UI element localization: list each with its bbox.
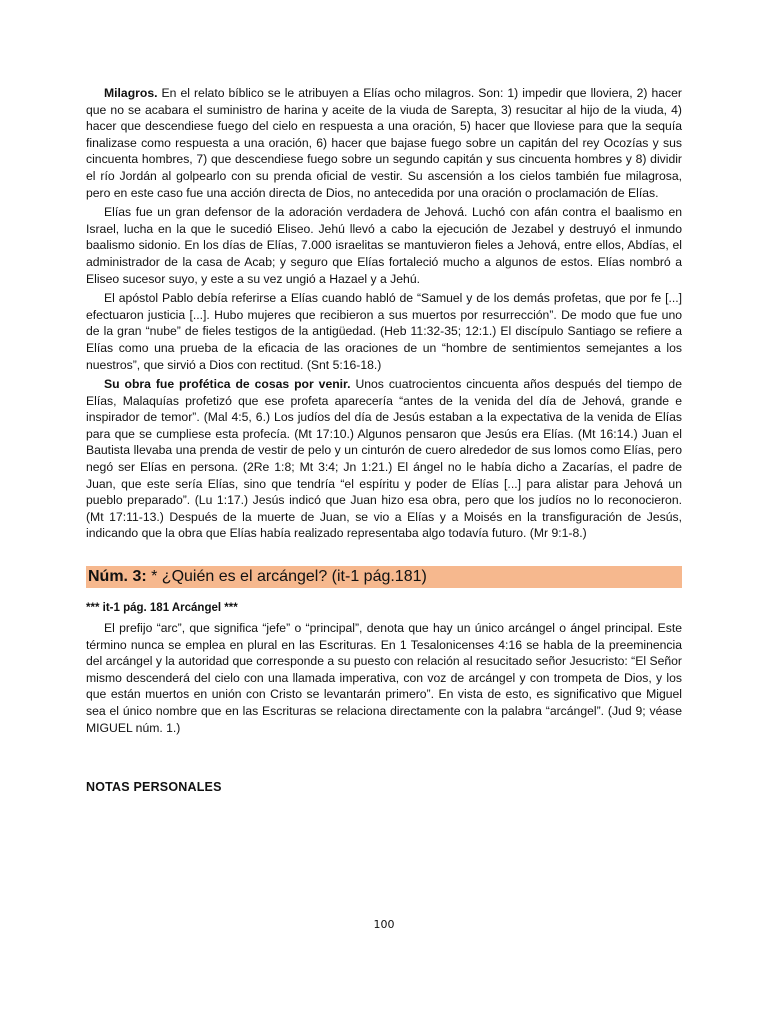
section-heading bbox=[86, 566, 682, 588]
paragraph-lead: Su obra fue profética de cosas por venir. bbox=[104, 377, 351, 392]
paragraph-text: El apóstol Pablo debía referirse a Elías cuando habló de “Samuel y de los demás profetas, que por fe [...] efectuaron justicia [...]. Hubo mujeres que recibieron a sus muertos por resurrección”. De modo que fue uno de la gran “nube” de fieles testigos de la antigüedad. (Heb 11:32-35; 12:1.) El discípulo Santiago se refiere a Elías como una prueba de la eficacia de las oraciones de un “hombre de sentimientos semejantes a los nuestros”, que sirvió a Dios con rectitud. (Snt 5:16-18.) bbox=[86, 291, 682, 372]
paragraph-pablo bbox=[86, 290, 682, 373]
subheading: *** it-1 pág. 181 Arcángel *** bbox=[86, 602, 238, 615]
paragraph-obra-profetica bbox=[86, 376, 682, 542]
paragraph-text: Unos cuatrocientos cincuenta años después del tiempo de Elías, Malaquías profetizó que ese profeta aparecería “antes de la venida del día de Jehová, grande e inspirador de temor”. (Mal 4:5, 6.) Los judíos del día de Jesús estaban a la expectativa de la venida de Elías para que se cumpliese esta profecía. (Mt 17:10.) Algunos pensaron que Jesús era Elías. (Mt 16:14.) Juan el Bautista llevaba una prenda de vestir de pelo y un cinturón de cuero alrededor de sus lomos como Elías, pero negó ser Elías en persona. (2Re 1:8; Mt 3:4; Jn 1:21.) El ángel no le había dicho a Zacarías, el padre de Juan, que este sería Elías, sino que tendría “el espíritu y poder de Elías [...] para alistar para Jehová un pueblo preparado”. (Lu 1:17.) Jesús indicó que Juan hizo esa obra, pero que los judíos no lo reconocieron. (Mt 17:11-13.) Después de la muerte de Juan, se vio a Elías y a Moisés en la transfiguración de Jesús, indicando que la obra que Elías había realizado representaba algo todavía futuro. (Mr 9:1-8.) bbox=[86, 377, 682, 541]
section-number: Núm. 3: bbox=[88, 568, 147, 586]
section-title: * ¿Quién es el arcángel? (it-1 pág.181) bbox=[146, 568, 427, 586]
page-content bbox=[86, 85, 682, 794]
paragraph-defensor bbox=[86, 204, 682, 287]
paragraph-milagros bbox=[86, 85, 682, 201]
notes-heading: NOTAS PERSONALES bbox=[86, 780, 222, 795]
paragraph-text: Elías fue un gran defensor de la adoración verdadera de Jehová. Luchó con afán contra el baalismo en Israel, lucha en la que le sucedió Eliseo. Jehú llevó a cabo la ejecución de Jezabel y destruyó el inmundo baalismo sidonio. En los días de Elías, 7.000 israelitas se mantuvieron fieles a Jehová, entre ellos, Abdías, el administrador de la casa de Acab; y seguro que Elías fortaleció mucho a algunos de estos. Elías nombró a Eliseo sucesor suyo, y este a su vez ungió a Hazael y a Jehú. bbox=[86, 205, 682, 286]
paragraph-text: En el relato bíblico se le atribuyen a Elías ocho milagros. Son: 1) impedir que lloviera, 2) hacer que no se acabara el suministro de harina y aceite de la viuda de Sarepta, 3) resucitar al hijo de la viuda, 4) hacer que descendiese fuego del cielo en respuesta a una oración, 5) hacer que lloviese para que la sequía finalizase como respuesta a una oración, 6) hacer que bajase fuego sobre un capitán del rey Ocozías y sus cincuenta hombres, 7) que descendiese fuego sobre un segundo capitán y sus cincuenta hombres y 8) dividir el río Jordán al golpearlo con su prenda oficial de vestir. Su ascensión a los cielos también fue milagrosa, pero en este caso fue una acción directa de Dios, no antecedida por una oración o proclamación de Elías. bbox=[86, 86, 682, 200]
paragraph-lead: Milagros. bbox=[104, 86, 158, 100]
paragraph-arcangel: El prefijo “arc”, que significa “jefe” o “principal”, denota que hay un único arcángel o ángel principal. Este término nunca se emplea en plural en las Escrituras. En 1 Tesalonicenses 4:16 se habla de la preeminencia del arcángel y la autoridad que corresponde a su puesto con relación al resucitado señor Jesucristo: “El Señor mismo descenderá del cielo con una llamada imperativa, con voz de arcángel y con trompeta de Dios, y los que están muertos en unión con Cristo se levantarán primero”. En vista de esto, es significativo que Miguel sea el único nombre que en las Escrituras se relaciona directamente con la palabra “arcángel”. (Jud 9; véase MIGUEL núm. 1.) bbox=[86, 621, 682, 735]
page-number: 100 bbox=[373, 918, 395, 931]
